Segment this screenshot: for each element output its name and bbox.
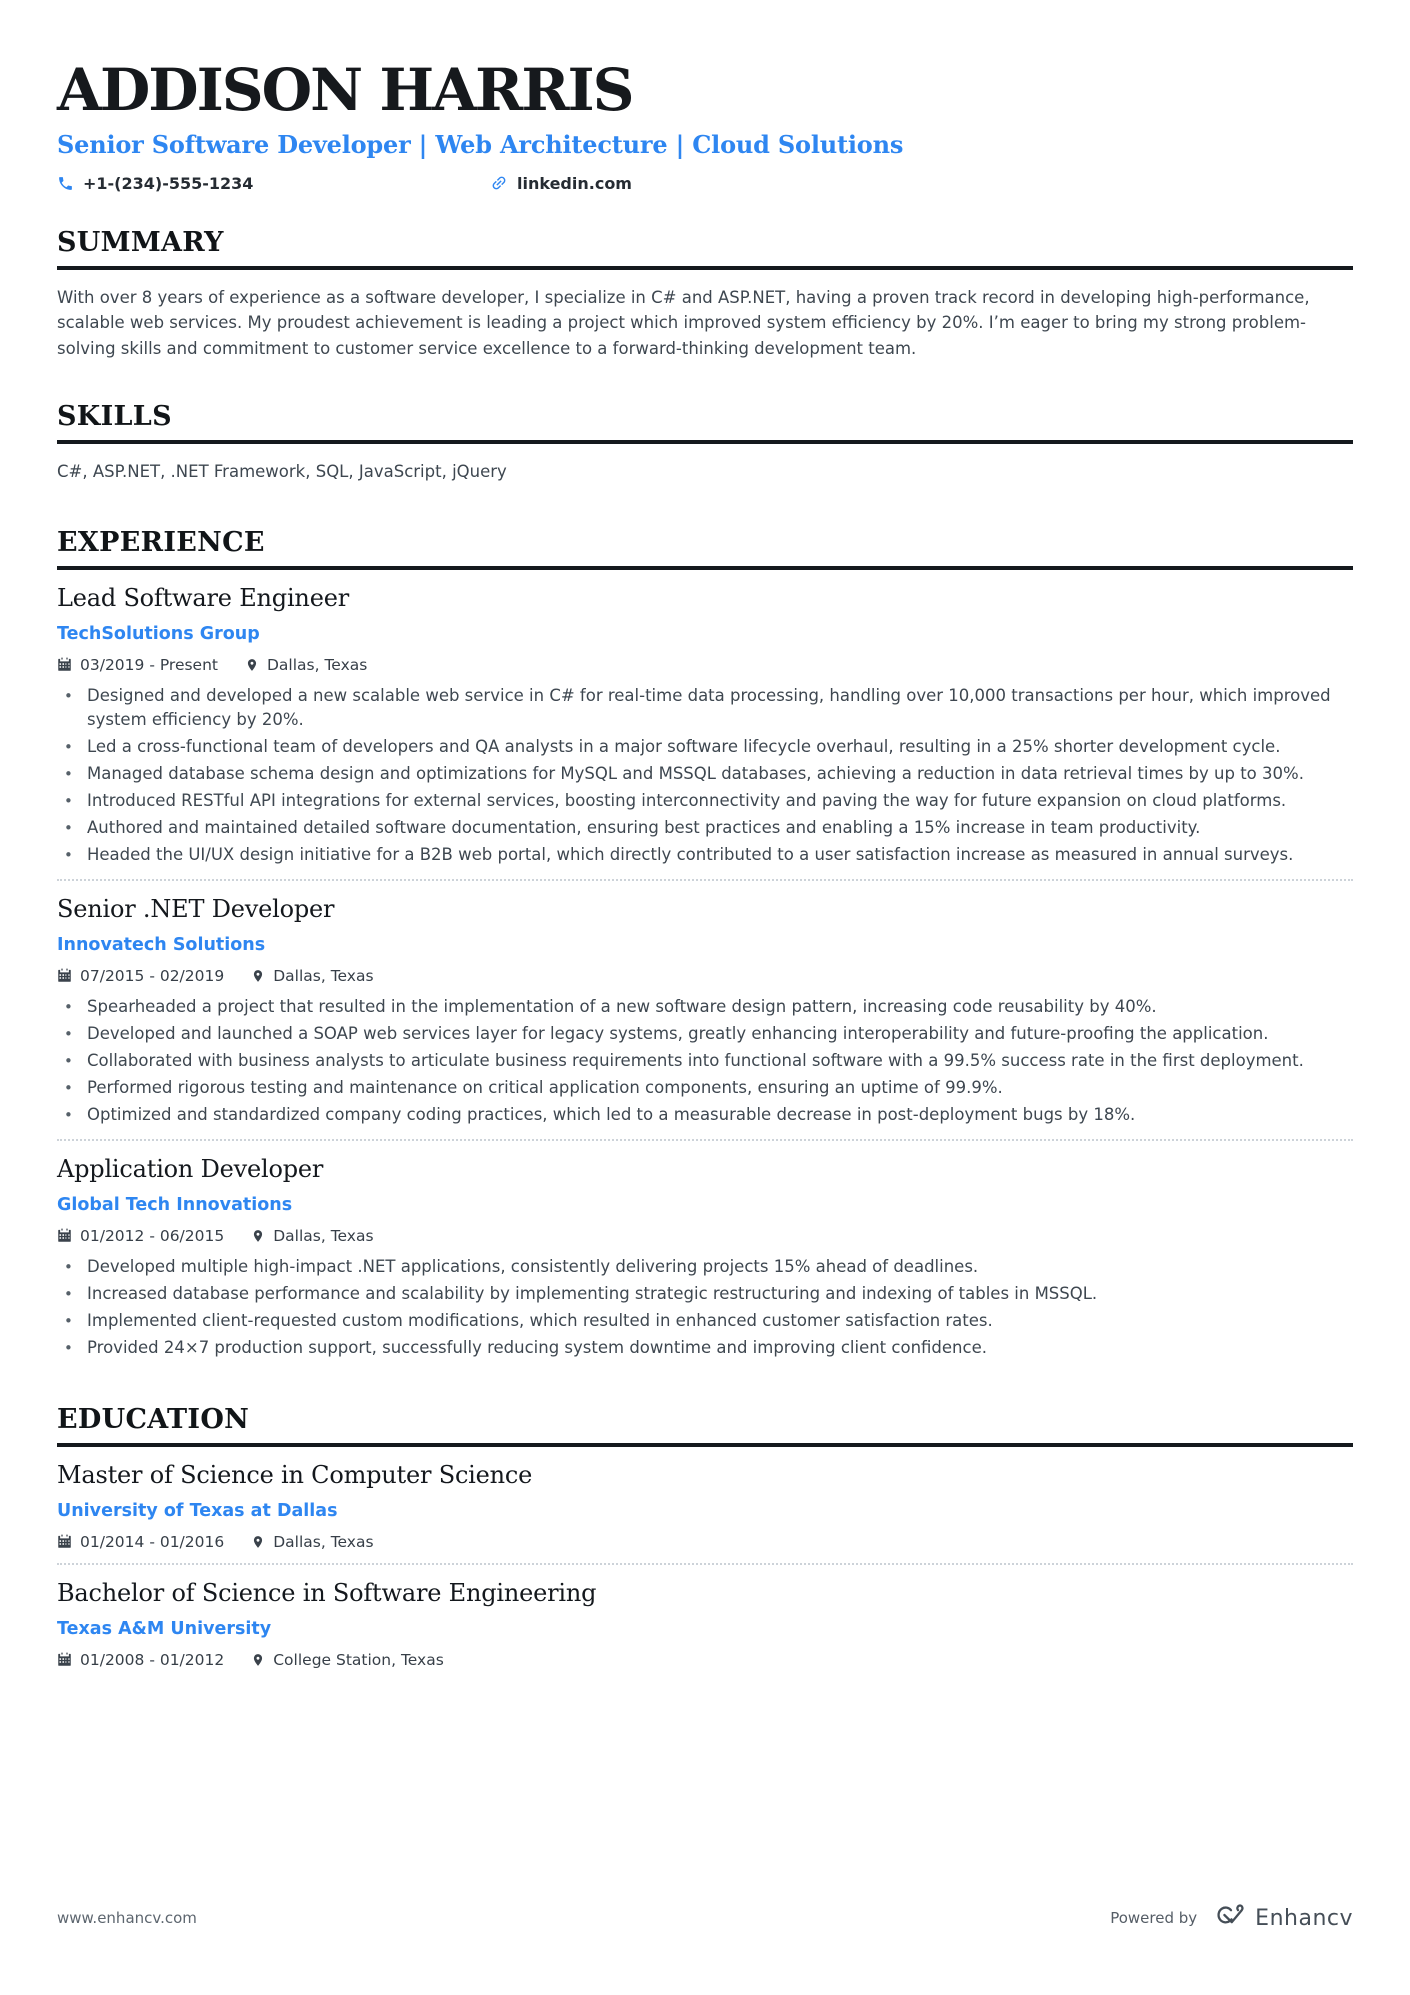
degree-location <box>251 1651 444 1669</box>
degree-entry <box>57 1461 1353 1551</box>
calendar-icon <box>57 1534 72 1549</box>
person-name: ADDISON HARRIS <box>57 56 633 124</box>
degree-title: Master of Science in Computer Science <box>57 1460 533 1489</box>
bullet-item: • Introduced RESTful API integrations for external services, boosting interconnectivity and paving the way for future expansion on cloud platforms. <box>57 789 1353 813</box>
entry-divider <box>57 1139 1353 1141</box>
powered-by <box>1110 1903 1353 1933</box>
degree-dates <box>57 1651 224 1669</box>
section-skills <box>57 401 1353 485</box>
company-name: Global Tech Innovations <box>57 1194 293 1215</box>
job-title: Lead Software Engineer <box>57 583 349 612</box>
job-bullet-list <box>57 1255 1353 1360</box>
section-experience <box>57 527 1353 1360</box>
job-title: Senior .NET Developer <box>57 894 335 923</box>
bullet-item: • Led a cross-functional team of developers and QA analysts in a major software lifecycle overhaul, resulting in a 25% shorter development cycle. <box>57 735 1353 759</box>
degree-dates <box>57 1533 224 1551</box>
calendar-icon <box>57 1228 72 1243</box>
contact-linkedin[interactable] <box>490 174 632 193</box>
bullet-item: • Designed and developed a new scalable web service in C# for real-time data processing, handling over 10,000 transactions per hour, which improved system efficiency by 20%. <box>57 684 1353 732</box>
person-title: Senior Software Developer | Web Architecture | Cloud Solutions <box>57 129 904 159</box>
bullet-item: • Developed and launched a SOAP web services layer for legacy systems, greatly enhancing interoperability and future-proofing the application. <box>57 1022 1353 1046</box>
job-dates-label: 01/2012 - 06/2015 <box>80 1226 225 1245</box>
location-pin-icon <box>245 657 259 673</box>
degree-entry <box>57 1579 1353 1669</box>
degree-location-label: College Station, Texas <box>273 1650 444 1669</box>
job-dates <box>57 1227 224 1245</box>
job-location <box>251 1227 373 1245</box>
resume-header <box>57 56 1353 193</box>
job-dates-label: 03/2019 - Present <box>80 655 218 674</box>
job-dates <box>57 656 218 674</box>
contact-row <box>57 174 1353 193</box>
job-entry <box>57 584 1353 867</box>
bullet-item: • Optimized and standardized company coding practices, which led to a measurable decrease in post-deployment bugs by 18%. <box>57 1103 1353 1127</box>
job-entry <box>57 895 1353 1127</box>
company-name: TechSolutions Group <box>57 623 260 644</box>
company-name: Innovatech Solutions <box>57 934 266 955</box>
contact-phone[interactable] <box>57 174 490 193</box>
school-name: University of Texas at Dallas <box>57 1500 338 1521</box>
location-pin-icon <box>251 1228 265 1244</box>
brand-name: Enhancv <box>1255 1905 1353 1931</box>
job-title: Application Developer <box>57 1154 324 1183</box>
bullet-item: • Authored and maintained detailed software documentation, ensuring best practices and enabling a 15% increase in team productivity. <box>57 816 1353 840</box>
location-pin-icon <box>251 1534 265 1550</box>
section-summary <box>57 227 1353 362</box>
enhancv-brand-link[interactable] <box>1211 1903 1353 1933</box>
bullet-item: • Collaborated with business analysts to articulate business requirements into functional software with a 99.5% success rate in the first deployment. <box>57 1049 1353 1073</box>
bullet-item: • Developed multiple high-impact .NET applications, consistently delivering projects 15% ahead of deadlines. <box>57 1255 1353 1279</box>
bullet-item: • Provided 24×7 production support, successfully reducing system downtime and improving client confidence. <box>57 1336 1353 1360</box>
degree-dates-label: 01/2014 - 01/2016 <box>80 1532 225 1551</box>
bullet-item: • Managed database schema design and optimizations for MySQL and MSSQL databases, achieving a reduction in data retrieval times by up to 30%. <box>57 762 1353 786</box>
degree-location <box>251 1533 373 1551</box>
job-location-label: Dallas, Texas <box>273 1226 374 1245</box>
degree-location-label: Dallas, Texas <box>273 1532 374 1551</box>
entry-divider <box>57 879 1353 881</box>
bullet-item: • Headed the UI/UX design initiative for a B2B web portal, which directly contributed to a user satisfaction increase as measured in annual surveys. <box>57 843 1353 867</box>
school-name: Texas A&M University <box>57 1618 272 1639</box>
job-meta-row <box>57 967 1353 985</box>
experience-heading: EXPERIENCE <box>57 527 1353 570</box>
enhancv-logo-icon <box>1211 1903 1247 1933</box>
skills-heading: SKILLS <box>57 401 1353 444</box>
location-pin-icon <box>251 968 265 984</box>
phone-icon <box>57 175 74 192</box>
bullet-item: • Spearheaded a project that resulted in the implementation of a new software design pattern, increasing code reusability by 40%. <box>57 995 1353 1019</box>
calendar-icon <box>57 968 72 983</box>
degree-meta-row <box>57 1533 1353 1551</box>
bullet-item: • Implemented client-requested custom modifications, which resulted in enhanced customer satisfaction rates. <box>57 1309 1353 1333</box>
location-pin-icon <box>251 1652 265 1668</box>
job-dates-label: 07/2015 - 02/2019 <box>80 966 225 985</box>
degree-meta-row <box>57 1651 1353 1669</box>
link-icon <box>490 174 508 192</box>
summary-text: With over 8 years of experience as a software developer, I specialize in C# and ASP.NET, having a proven track record in developing high-performance, scalable web services. My proudest achievement is leading a project which improved system efficiency by 20%. I’m eager to bring my strong problem-solving skills and commitment to customer service excellence to a forward-thinking development team. <box>57 287 1310 358</box>
education-heading: EDUCATION <box>57 1404 1353 1447</box>
calendar-icon <box>57 657 72 672</box>
job-location-label: Dallas, Texas <box>273 966 374 985</box>
job-meta-row <box>57 1227 1353 1245</box>
job-dates <box>57 967 224 985</box>
footer-site-link[interactable]: www.enhancv.com <box>57 1909 197 1927</box>
summary-heading: SUMMARY <box>57 227 1353 270</box>
page-footer <box>57 1903 1353 1933</box>
job-bullet-list <box>57 995 1353 1127</box>
degree-title: Bachelor of Science in Software Engineering <box>57 1578 597 1607</box>
job-location-label: Dallas, Texas <box>267 655 368 674</box>
entry-divider <box>57 1563 1353 1565</box>
section-education <box>57 1404 1353 1669</box>
degree-dates-label: 01/2008 - 01/2012 <box>80 1650 225 1669</box>
contact-linkedin-label: linkedin.com <box>517 173 632 193</box>
job-location <box>251 967 373 985</box>
job-bullet-list <box>57 684 1353 867</box>
calendar-icon <box>57 1652 72 1667</box>
job-meta-row <box>57 656 1353 674</box>
job-location <box>245 656 367 674</box>
bullet-item: • Increased database performance and scalability by implementing strategic restructuring and indexing of tables in MSSQL. <box>57 1282 1353 1306</box>
powered-by-label: Powered by <box>1110 1909 1198 1927</box>
skills-list: C#, ASP.NET, .NET Framework, SQL, JavaScript, jQuery <box>57 462 507 482</box>
job-entry <box>57 1155 1353 1360</box>
bullet-item: • Performed rigorous testing and maintenance on critical application components, ensuring an uptime of 99.9%. <box>57 1076 1353 1100</box>
contact-phone-label: +1-(234)-555-1234 <box>83 173 254 193</box>
